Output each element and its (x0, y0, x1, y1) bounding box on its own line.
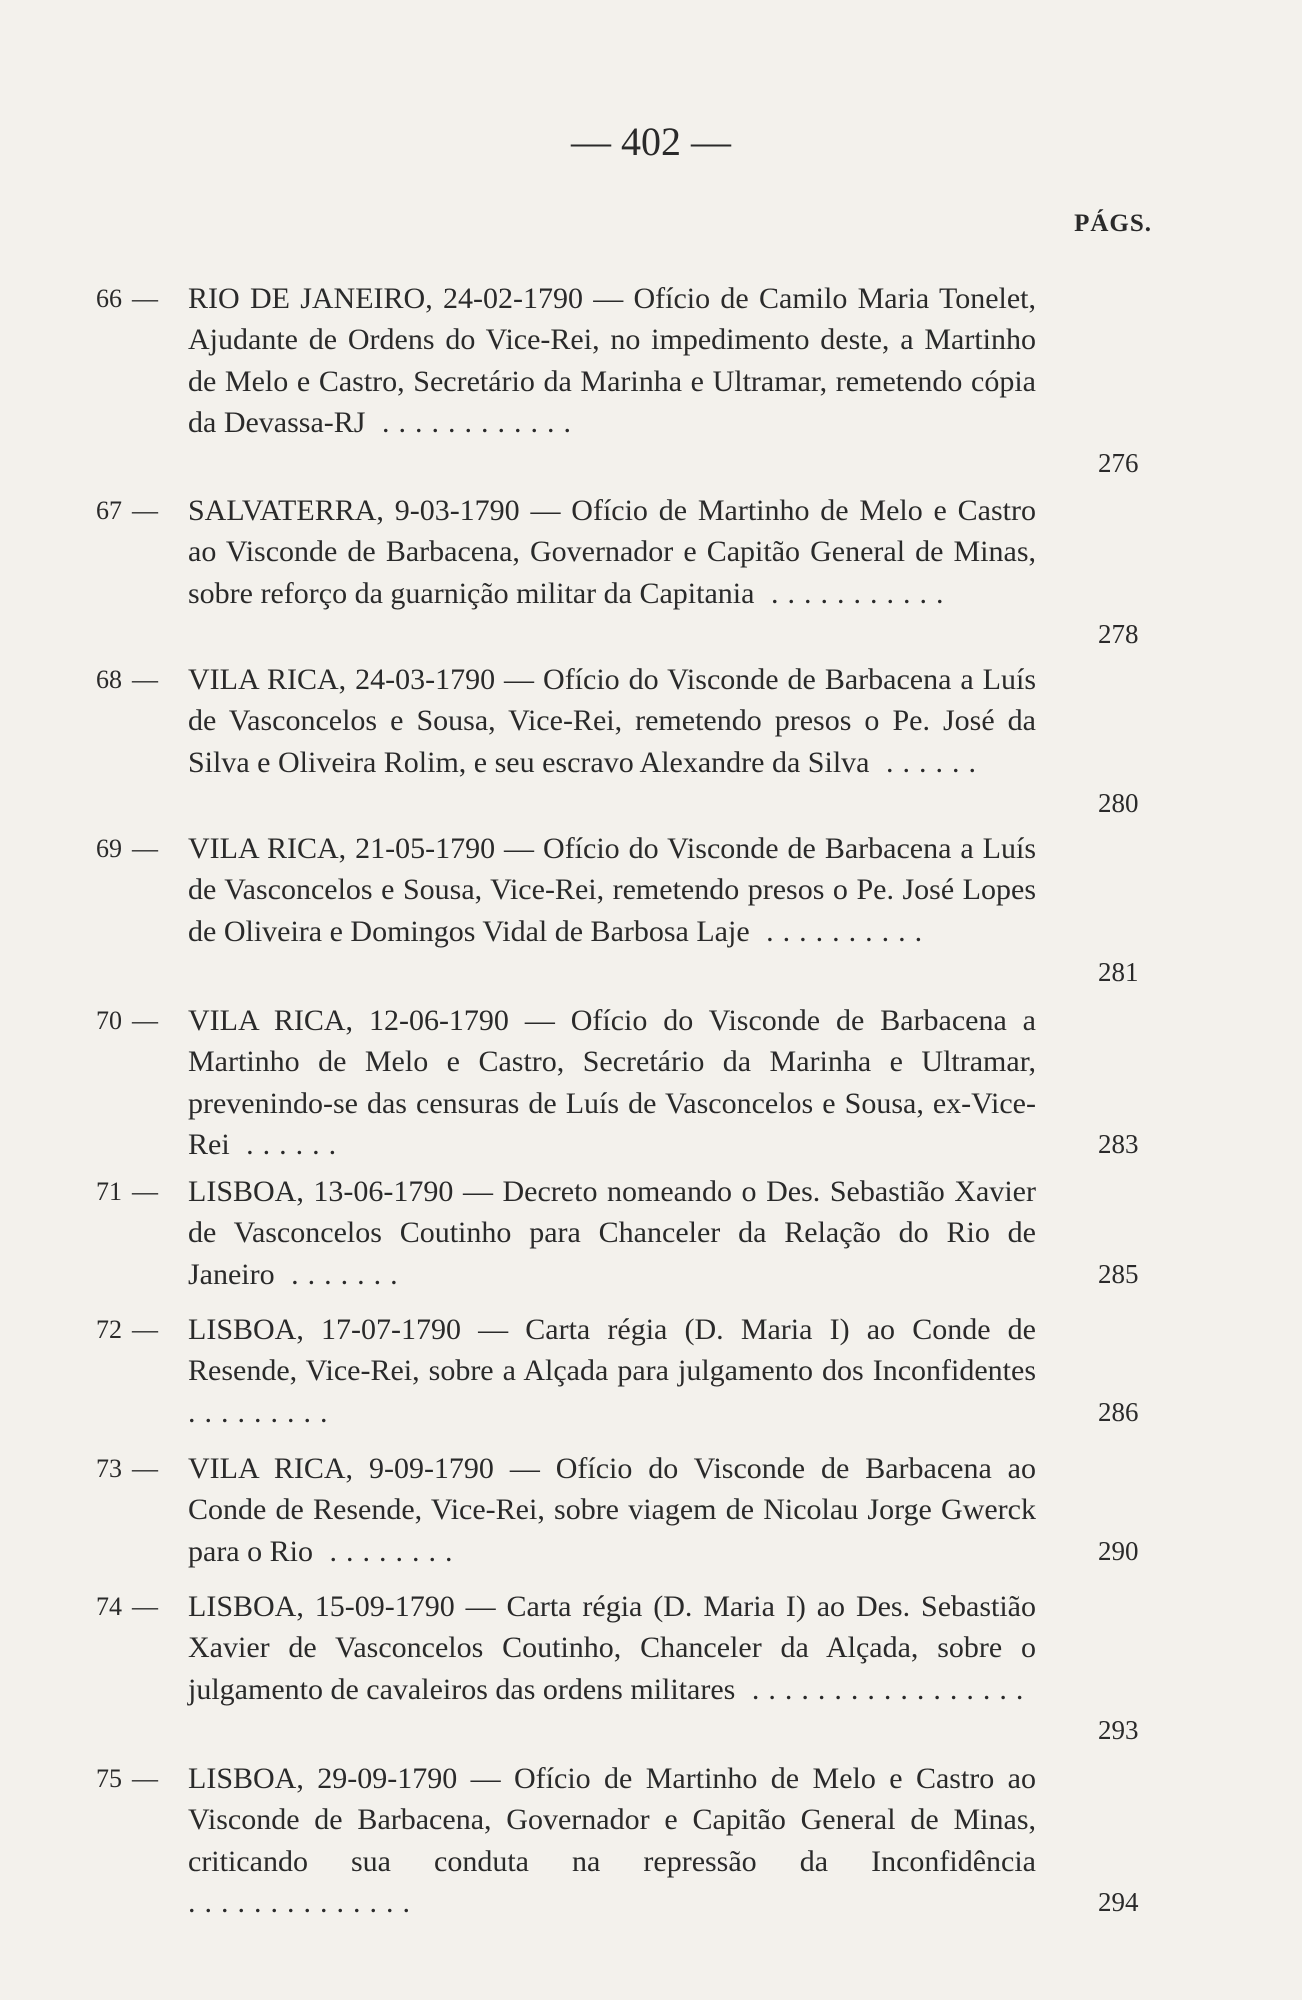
pages-column-header: PÁGS. (1074, 210, 1152, 237)
entry-page: 294 (1098, 1887, 1139, 1917)
entry-description: SALVATERRA, 9-03-1790 — Ofício de Martinho de Melo e Castro ao Visconde de Barbacena, Governador e Capitão General de Minas, sobre reforço da guarnição militar da Capitania (188, 494, 1036, 610)
entry-description: LISBOA, 17-07-1790 — Carta régia (D. Maria I) ao Conde de Resende, Vice-Rei, sobre a Alçada para julgamento dos Inconfidentes (188, 1313, 1036, 1388)
entry-description: LISBOA, 13-06-1790 — Decreto nomeando o Des. Sebastião Xavier de Vasconcelos Coutinho para Chanceler da Relação do Rio de Janeiro (188, 1175, 1036, 1291)
entry-number: 73 (96, 1454, 122, 1483)
entry-page: 276 (1098, 448, 1139, 478)
entry-description: VILA RICA, 9-09-1790 — Ofício do Visconde de Barbacena ao Conde de Resende, Vice-Rei, sobre viagem de Nicolau Jorge Gwerck para o Rio (188, 1452, 1036, 1568)
entry-description: LISBOA, 15-09-1790 — Carta régia (D. Maria I) ao Des. Sebastião Xavier de Vasconcelos Coutinho, Chanceler da Alçada, sobre o julgamento de cavaleiros das ordens militares (188, 1590, 1036, 1706)
entry-page: 283 (1098, 1129, 1139, 1159)
page-number: — 402 — (571, 119, 731, 164)
entry-description: VILA RICA, 12-06-1790 — Ofício do Visconde de Barbacena a Martinho de Melo e Castro, Secretário da Marinha e Ultramar, prevenindo-se das censuras de Luís de Vasconcelos e Sousa, ex-Vice-Rei (188, 1004, 1036, 1161)
entry-description: VILA RICA, 24-03-1790 — Ofício do Visconde de Barbacena a Luís de Vasconcelos e Sousa, Vice-Rei, remetendo presos o Pe. José da Silva e Oliveira Rolim, e seu escravo Alexandre da Silva (188, 663, 1036, 779)
entry-number: 68 (96, 665, 122, 694)
entry-description: VILA RICA, 21-05-1790 — Ofício do Visconde de Barbacena a Luís de Vasconcelos e Sousa, Vice-Rei, remetendo presos o Pe. José Lopes de Oliveira e Domingos Vidal de Barbosa Laje (188, 832, 1036, 948)
entry-page: 293 (1098, 1715, 1139, 1745)
entry-description: LISBOA, 29-09-1790 — Ofício de Martinho de Melo e Castro ao Visconde de Barbacena, Governador e Capitão General de Minas, criticando sua conduta na repressão da Inconfidência (188, 1762, 1036, 1878)
entry-number: 74 (96, 1592, 122, 1621)
entry-description: RIO DE JANEIRO, 24-02-1790 — Ofício de Camilo Maria Tonelet, Ajudante de Ordens do Vice-Rei, no impedimento deste, a Martinho de Melo e Castro, Secretário da Marinha e Ultramar, remetendo cópia da Devassa-RJ (188, 282, 1036, 439)
entry-number: 67 (96, 496, 122, 525)
entry-number: 70 (96, 1006, 122, 1035)
entry-page: 285 (1098, 1259, 1139, 1289)
entry-page: 280 (1098, 788, 1139, 818)
entry-number: 72 (96, 1315, 122, 1344)
entry-page: 278 (1098, 619, 1139, 649)
entry-page: 281 (1098, 957, 1139, 987)
entry-number: 71 (96, 1177, 122, 1206)
entry-number: 75 (96, 1764, 122, 1793)
entry-number: 69 (96, 834, 122, 863)
entry-page: 290 (1098, 1536, 1139, 1566)
entry-number: 66 (96, 284, 122, 313)
entry-page: 286 (1098, 1397, 1139, 1427)
